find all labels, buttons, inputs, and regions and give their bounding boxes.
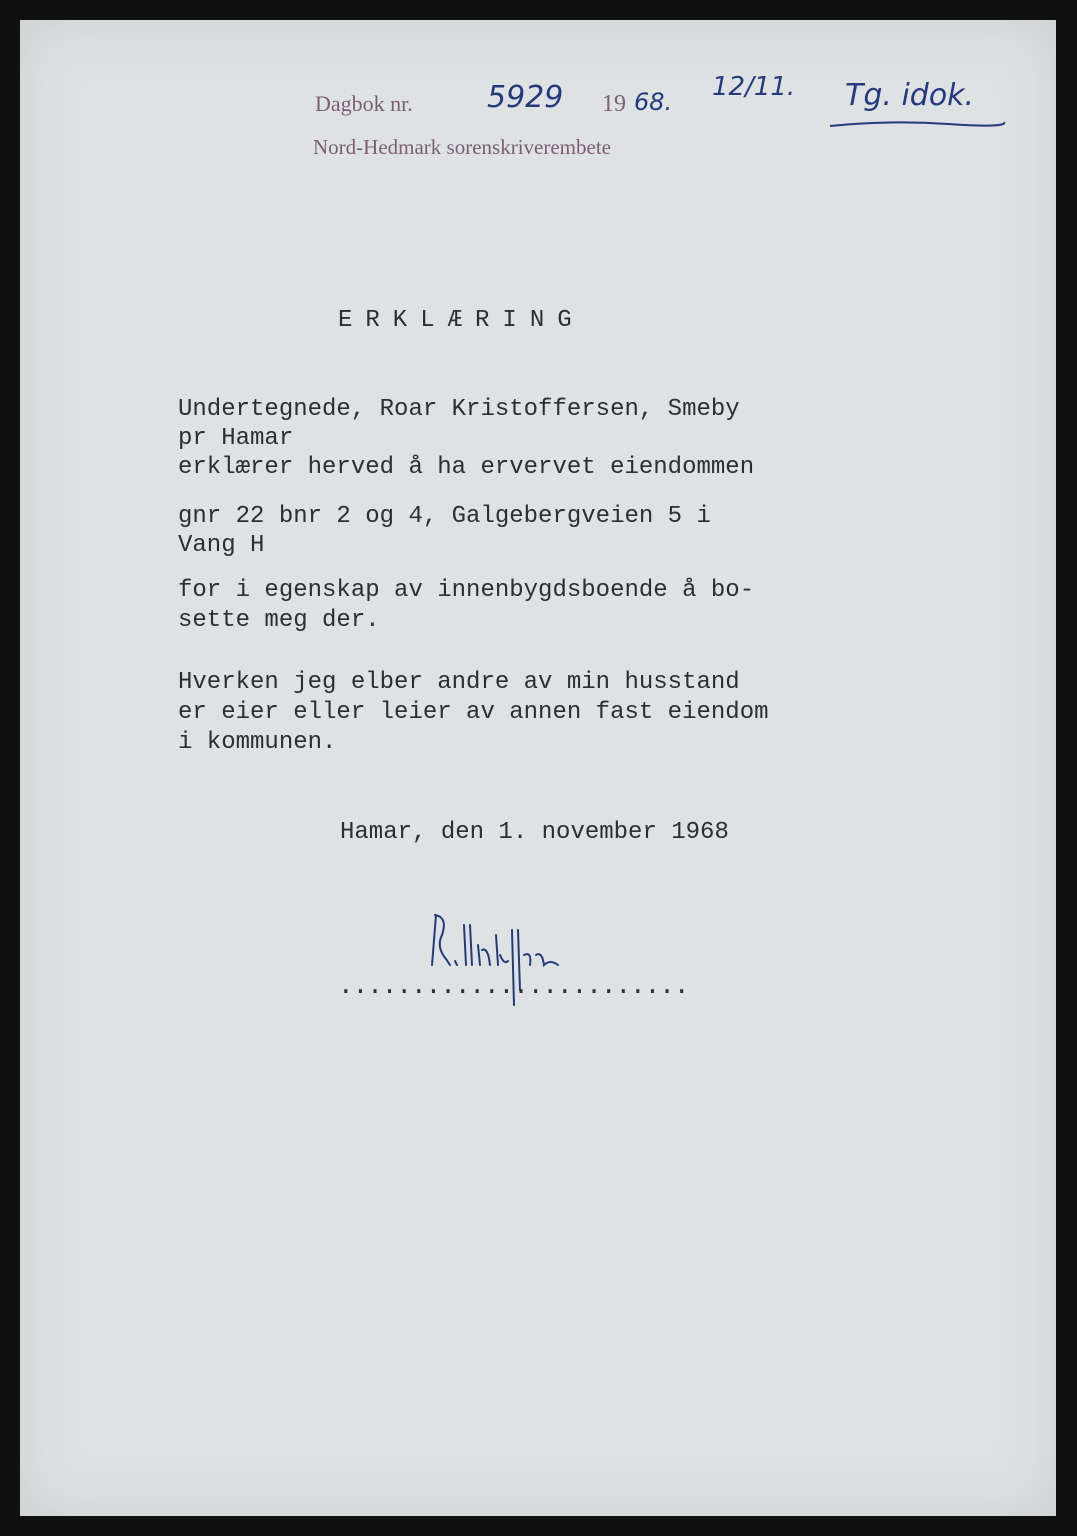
para1-line1: Undertegnede, Roar Kristoffersen, Smeby	[178, 396, 740, 423]
para1-line3: erklærer herved å ha ervervet eiendommen	[178, 454, 755, 481]
stamp-dagbok-label: Dagbok nr.	[315, 91, 413, 116]
place-date: Hamar, den 1. november 1968	[340, 819, 729, 846]
para2-line1: gnr 22 bnr 2 og 4, Galgebergveien 5 i	[178, 503, 711, 530]
para1-line2: pr Hamar	[178, 425, 294, 452]
handwritten-note: Tg. idok.	[845, 78, 975, 113]
para4-line1: Hverken jeg elber andre av min husstand	[178, 669, 740, 696]
stamp-office-name: Nord-Hedmark sorenskriverembete	[313, 135, 611, 159]
handwritten-date: 12/11.	[712, 72, 796, 102]
document-page	[20, 20, 1056, 1516]
para3-line2: sette meg der.	[178, 607, 380, 634]
document-title: ERKLÆRING	[338, 307, 585, 334]
handwritten-underline	[828, 118, 1008, 130]
handwritten-journal-number: 5929	[487, 80, 564, 115]
para4-line2: er eier eller leier av annen fast eiendom	[178, 699, 769, 726]
stamp-year-prefix: 19	[602, 91, 626, 117]
para4-line3: i kommunen.	[178, 729, 337, 756]
signature-line: ........................	[338, 971, 689, 1001]
handwritten-year-suffix: 68.	[634, 88, 673, 116]
para2-line2: Vang H	[178, 532, 265, 559]
para3-line1: for i egenskap av innenbygdsboende å bo-	[178, 577, 755, 604]
